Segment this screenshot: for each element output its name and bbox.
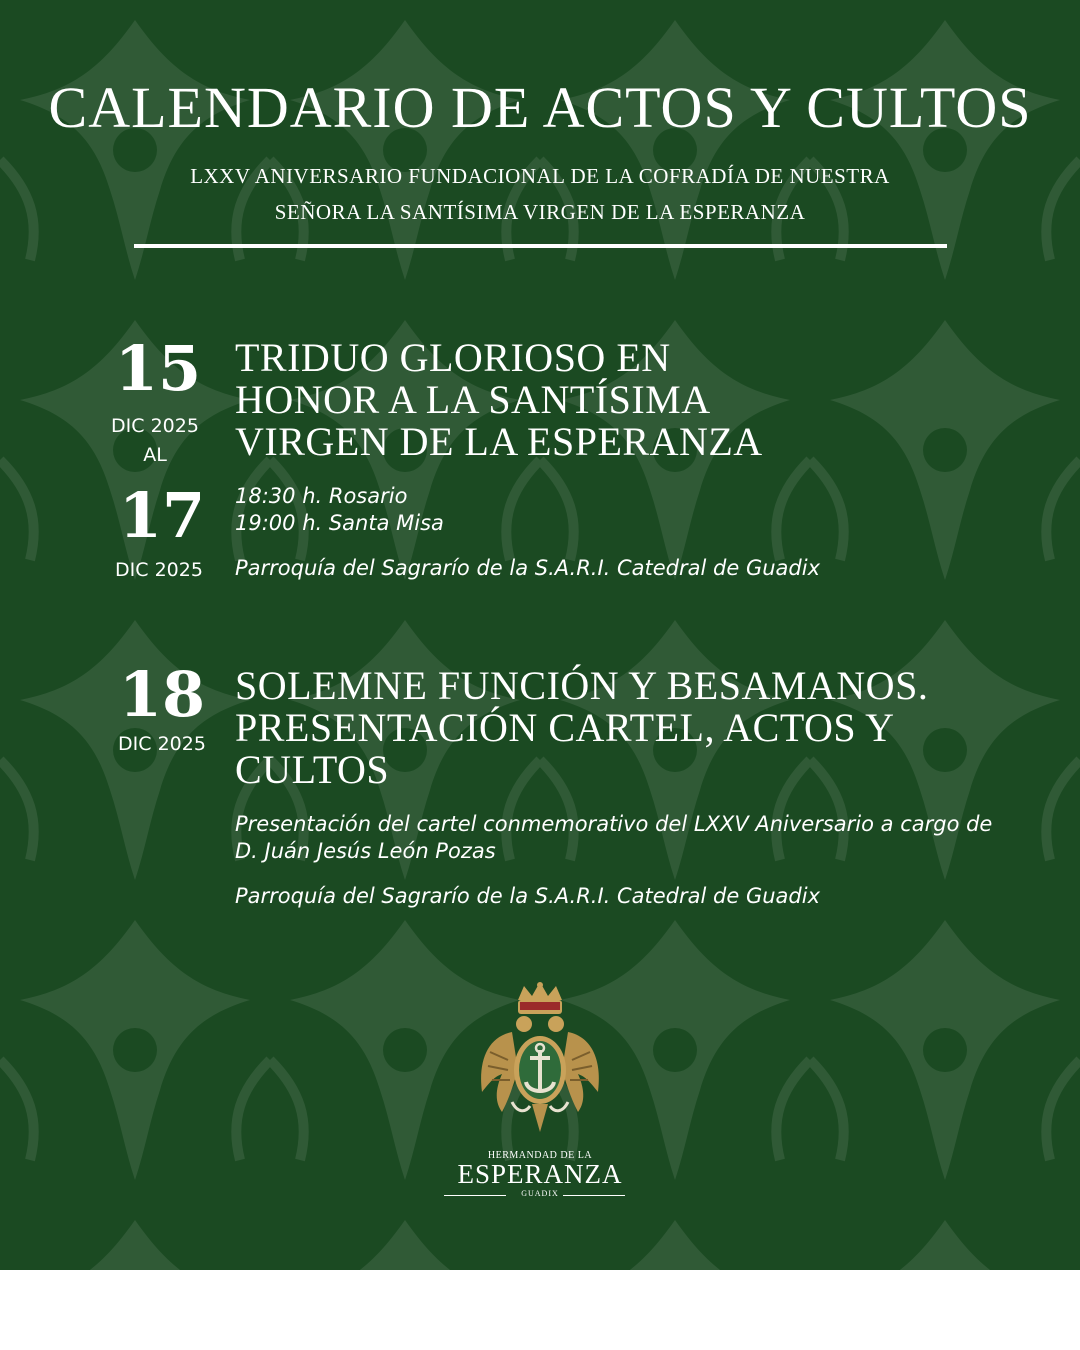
event1-start-day: 15 <box>114 332 202 405</box>
event2-description <box>235 811 992 865</box>
page-title: CALENDARIO DE ACTOS Y CULTOS <box>48 75 1032 140</box>
event-title-line: VIRGEN DE LA ESPERANZA <box>235 419 763 464</box>
description-line: D. Juán Jesús León Pozas <box>235 839 496 863</box>
event-title-line: HONOR A LA SANTÍSIMA <box>235 377 711 422</box>
event-title-line: TRIDUO GLORIOSO EN <box>235 335 671 380</box>
event2-location: Parroquía del Sagrarío de la S.A.R.I. Catedral de Guadix <box>235 884 820 908</box>
event-title-line: CULTOS <box>235 747 390 792</box>
event1-start-month: DIC 2025 <box>111 415 199 437</box>
logo-sub-text: GUADIX <box>521 1189 559 1198</box>
event1-title <box>235 337 763 463</box>
event-title-line: SOLEMNE FUNCIÓN Y BESAMANOS. <box>235 663 929 708</box>
coat-of-arms-icon <box>472 982 608 1142</box>
event1-location: Parroquía del Sagrarío de la S.A.R.I. Catedral de Guadix <box>235 556 820 580</box>
event1-end-month: DIC 2025 <box>115 559 203 581</box>
event2-day: 18 <box>118 658 206 731</box>
page-subtitle <box>90 158 990 230</box>
event1-end-day: 17 <box>118 479 206 552</box>
header-divider <box>134 244 947 248</box>
event1-connector: AL <box>143 444 167 466</box>
event2-title <box>235 665 928 791</box>
schedule-item: 19:00 h. Santa Misa <box>235 511 444 535</box>
schedule-item: 18:30 h. Rosario <box>235 484 408 508</box>
event-title-line: PRESENTACIÓN CARTEL, ACTOS Y <box>235 705 895 750</box>
subtitle-line: SEÑORA LA SANTÍSIMA VIRGEN DE LA ESPERANZA <box>274 200 806 224</box>
description-line: Presentación del cartel conmemorativo del LXXV Aniversario a cargo de <box>235 812 993 836</box>
logo-small-text: HERMANDAD DE LA <box>487 1150 593 1161</box>
logo-main-text: ESPERANZA <box>457 1159 623 1189</box>
event2-month: DIC 2025 <box>118 733 206 755</box>
subtitle-line: LXXV ANIVERSARIO FUNDACIONAL DE LA COFRADÍA DE NUESTRA <box>190 164 890 188</box>
event1-schedule <box>235 483 444 537</box>
